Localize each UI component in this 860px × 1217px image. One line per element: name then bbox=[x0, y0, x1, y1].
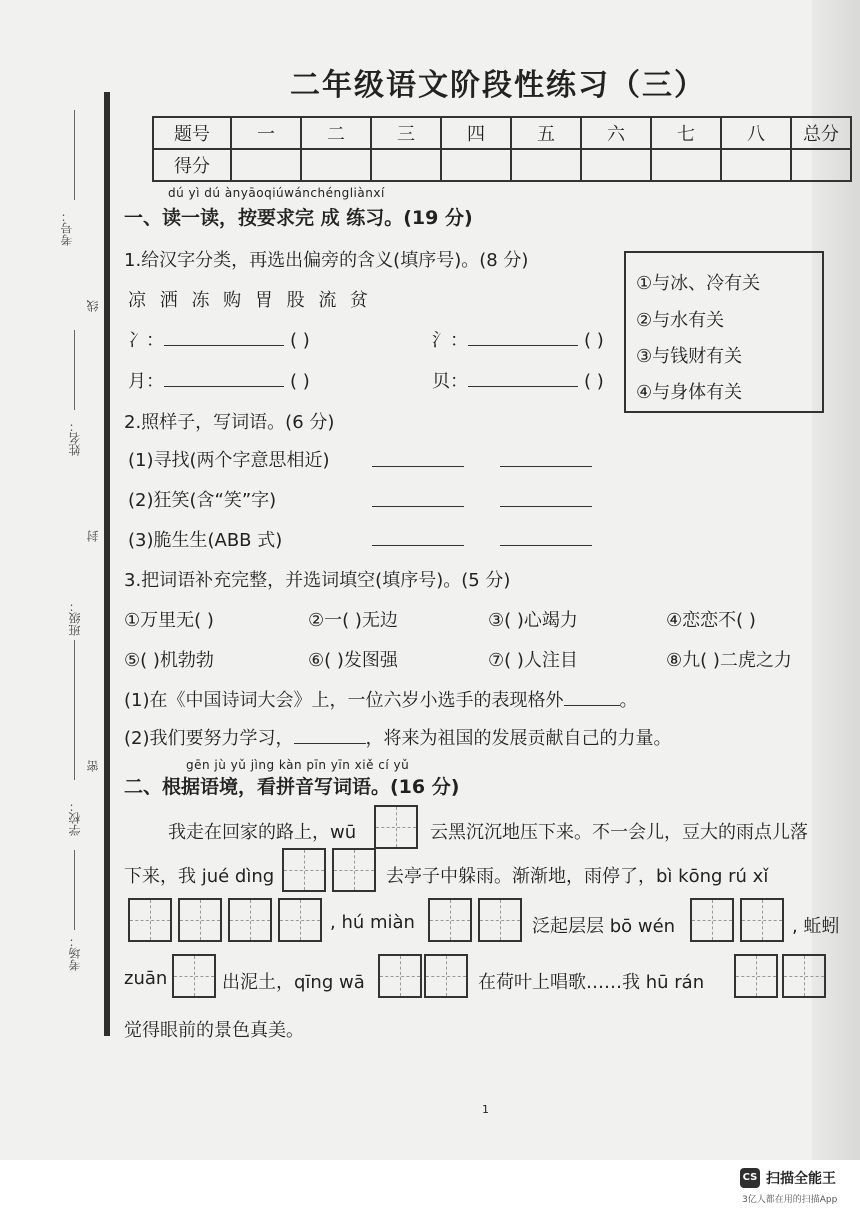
sentence-end: 。 bbox=[619, 690, 638, 711]
answer-blank[interactable] bbox=[294, 743, 366, 744]
row-label: 得分 bbox=[153, 149, 231, 181]
q2-item-3 bbox=[128, 526, 282, 552]
q3-idiom-3[interactable]: ③( )心竭力 bbox=[488, 610, 578, 631]
legend-item: ④与身体有关 bbox=[636, 382, 743, 403]
side-label-line: 线 bbox=[86, 300, 100, 312]
writing-box[interactable] bbox=[228, 898, 272, 942]
answer-blank[interactable] bbox=[564, 705, 620, 706]
score-table-score-row bbox=[153, 149, 851, 181]
answer-blank[interactable] bbox=[500, 466, 592, 467]
answer-blank[interactable] bbox=[468, 345, 578, 346]
writing-box[interactable] bbox=[378, 954, 422, 998]
side-label-room: 考场： bbox=[68, 935, 82, 971]
scanner-footer bbox=[0, 1160, 860, 1217]
page-number: 1 bbox=[482, 1103, 489, 1116]
header-cell: 二 bbox=[301, 117, 371, 149]
writing-box[interactable] bbox=[128, 898, 172, 942]
header-cell: 一 bbox=[231, 117, 301, 149]
q3-idiom-6[interactable]: ⑥( )发图强 bbox=[308, 650, 398, 671]
answer-blank[interactable] bbox=[500, 506, 592, 507]
section2-heading: 二、根据语境，看拼音写词语。(16 分) bbox=[124, 776, 460, 798]
score-cell[interactable] bbox=[371, 149, 441, 181]
q2-item-2 bbox=[128, 486, 276, 512]
q2-item-1 bbox=[128, 446, 330, 472]
header-cell: 八 bbox=[721, 117, 791, 149]
score-table bbox=[152, 116, 852, 182]
score-cell[interactable] bbox=[301, 149, 371, 181]
passage-line-4c: 在荷叶上唱歌……我 hū rán bbox=[478, 972, 705, 993]
q1-row2-left bbox=[128, 367, 310, 393]
score-cell[interactable] bbox=[721, 149, 791, 181]
camscanner-logo-icon: CS bbox=[740, 1168, 760, 1188]
sentence-text: (2)我们要努力学习， bbox=[124, 728, 294, 749]
header-cell: 四 bbox=[441, 117, 511, 149]
passage-line-2a: 下来，我 jué dìng bbox=[124, 866, 275, 887]
q3-idiom-4[interactable]: ④恋恋不( ) bbox=[666, 610, 756, 631]
q2-prompt: 2.照样子，写词语。(6 分) bbox=[124, 412, 335, 433]
side-fill-line bbox=[74, 330, 75, 410]
score-cell[interactable] bbox=[791, 149, 851, 181]
q1-prompt: 1.给汉字分类，再选出偏旁的含义(填序号)。(8 分) bbox=[124, 250, 529, 271]
radical-label: 贝： bbox=[432, 371, 468, 392]
radical-label: 氵： bbox=[432, 330, 468, 351]
header-cell: 题号 bbox=[153, 117, 231, 149]
q3-idiom-1[interactable]: ①万里无( ) bbox=[124, 610, 214, 631]
score-cell[interactable] bbox=[231, 149, 301, 181]
q3-sentence-1 bbox=[124, 686, 638, 712]
writing-box[interactable] bbox=[282, 848, 326, 892]
q1-row1-right bbox=[432, 326, 604, 352]
writing-box[interactable] bbox=[478, 898, 522, 942]
legend-item: ③与钱财有关 bbox=[636, 346, 743, 367]
passage-line-3c: , 蚯蚓 bbox=[792, 916, 840, 937]
writing-box[interactable] bbox=[424, 954, 468, 998]
header-cell: 七 bbox=[651, 117, 721, 149]
writing-box[interactable] bbox=[178, 898, 222, 942]
passage-line-5: 觉得眼前的景色真美。 bbox=[124, 1020, 304, 1041]
legend-item: ①与冰、冷有关 bbox=[636, 273, 761, 294]
passage-line-3b: 泛起层层 bō wén bbox=[532, 916, 676, 937]
score-cell[interactable] bbox=[651, 149, 721, 181]
radical-label: 冫： bbox=[128, 330, 164, 351]
q3-idiom-8[interactable]: ⑧九( )二虎之力 bbox=[666, 650, 792, 671]
q2-item-label: (2)狂笑(含“笑”字) bbox=[128, 490, 277, 511]
side-label-name: 姓名： bbox=[68, 420, 82, 456]
q1-row1-left bbox=[128, 326, 310, 352]
answer-paren[interactable]: ( ) bbox=[290, 371, 310, 392]
binding-line bbox=[104, 92, 110, 1036]
answer-blank[interactable] bbox=[372, 506, 464, 507]
answer-paren[interactable]: ( ) bbox=[584, 330, 604, 351]
q3-prompt: 3.把词语补充完整，并选词填空(填序号)。(5 分) bbox=[124, 570, 511, 591]
answer-paren[interactable]: ( ) bbox=[584, 371, 604, 392]
writing-box[interactable] bbox=[428, 898, 472, 942]
score-cell[interactable] bbox=[511, 149, 581, 181]
radical-meaning-legend bbox=[624, 251, 824, 413]
answer-blank[interactable] bbox=[164, 386, 284, 387]
answer-blank[interactable] bbox=[372, 466, 464, 467]
scanner-tagline: 3亿人都在用的扫描App bbox=[742, 1195, 838, 1205]
header-cell: 三 bbox=[371, 117, 441, 149]
side-label-class: 班级： bbox=[68, 600, 82, 636]
header-cell: 总分 bbox=[791, 117, 851, 149]
writing-box[interactable] bbox=[690, 898, 734, 942]
answer-blank[interactable] bbox=[468, 386, 578, 387]
q3-sentence-2 bbox=[124, 724, 672, 750]
side-label-school: 学校： bbox=[68, 800, 82, 836]
answer-blank[interactable] bbox=[164, 345, 284, 346]
writing-box[interactable] bbox=[734, 954, 778, 998]
writing-box[interactable] bbox=[740, 898, 784, 942]
passage-line-1a: 我走在回家的路上，wū bbox=[168, 822, 357, 843]
answer-blank[interactable] bbox=[372, 545, 464, 546]
legend-item: ②与水有关 bbox=[636, 310, 725, 331]
writing-box[interactable] bbox=[782, 954, 826, 998]
writing-box[interactable] bbox=[332, 848, 376, 892]
q2-item-label: (3)脆生生(ABB 式) bbox=[128, 530, 283, 551]
scanner-app-name: 扫描全能王 bbox=[766, 1171, 836, 1187]
header-cell: 六 bbox=[581, 117, 651, 149]
q1-row2-right bbox=[432, 367, 604, 393]
answer-paren[interactable]: ( ) bbox=[290, 330, 310, 351]
sentence-text: (1)在《中国诗词大会》上，一位六岁小选手的表现格外 bbox=[124, 690, 564, 711]
header-cell: 五 bbox=[511, 117, 581, 149]
radical-label: 月： bbox=[128, 371, 164, 392]
writing-box[interactable] bbox=[374, 805, 418, 849]
q2-item-label: (1)寻找(两个字意思相近) bbox=[128, 450, 330, 471]
writing-box[interactable] bbox=[278, 898, 322, 942]
section2-pinyin: gēn jù yǔ jìng kàn pīn yīn xiě cí yǔ bbox=[186, 758, 410, 772]
q3-idiom-5[interactable]: ⑤( )机勃勃 bbox=[124, 650, 214, 671]
passage-line-3a: , hú miàn bbox=[330, 912, 415, 933]
q1-chars: 凉 洒 冻 购 胃 股 流 贫 bbox=[128, 290, 373, 311]
answer-blank[interactable] bbox=[500, 545, 592, 546]
side-fill-line bbox=[74, 110, 75, 200]
side-fill-line bbox=[74, 640, 75, 780]
sentence-text: ，将来为祖国的发展贡献自己的力量。 bbox=[365, 728, 672, 749]
passage-line-4b: 出泥土，qīng wā bbox=[222, 972, 365, 993]
section1-pinyin: dú yì dú ànyāoqiúwánchéngliànxí bbox=[168, 186, 385, 200]
side-label-seal: 封 bbox=[86, 530, 100, 542]
page-title: 二年级语文阶段性练习（三） bbox=[290, 68, 706, 103]
passage-line-2b: 去亭子中躲雨。渐渐地，雨停了，bì kōng rú xǐ bbox=[386, 866, 769, 887]
score-cell[interactable] bbox=[441, 149, 511, 181]
side-fill-line bbox=[74, 850, 75, 930]
side-label-exam-no: 考号： bbox=[60, 210, 74, 246]
score-cell[interactable] bbox=[581, 149, 651, 181]
side-label-secret: 密 bbox=[86, 760, 100, 772]
passage-line-1b: 云黑沉沉地压下来。不一会儿，豆大的雨点儿落 bbox=[430, 822, 808, 843]
passage-line-4a: zuān bbox=[124, 968, 168, 989]
q3-idiom-7[interactable]: ⑦( )人注目 bbox=[488, 650, 578, 671]
writing-box[interactable] bbox=[172, 954, 216, 998]
section1-heading: 一、读一读，按要求完 成 练习。(19 分) bbox=[124, 207, 473, 229]
score-table-header-row bbox=[153, 117, 851, 149]
q3-idiom-2[interactable]: ②一( )无边 bbox=[308, 610, 398, 631]
